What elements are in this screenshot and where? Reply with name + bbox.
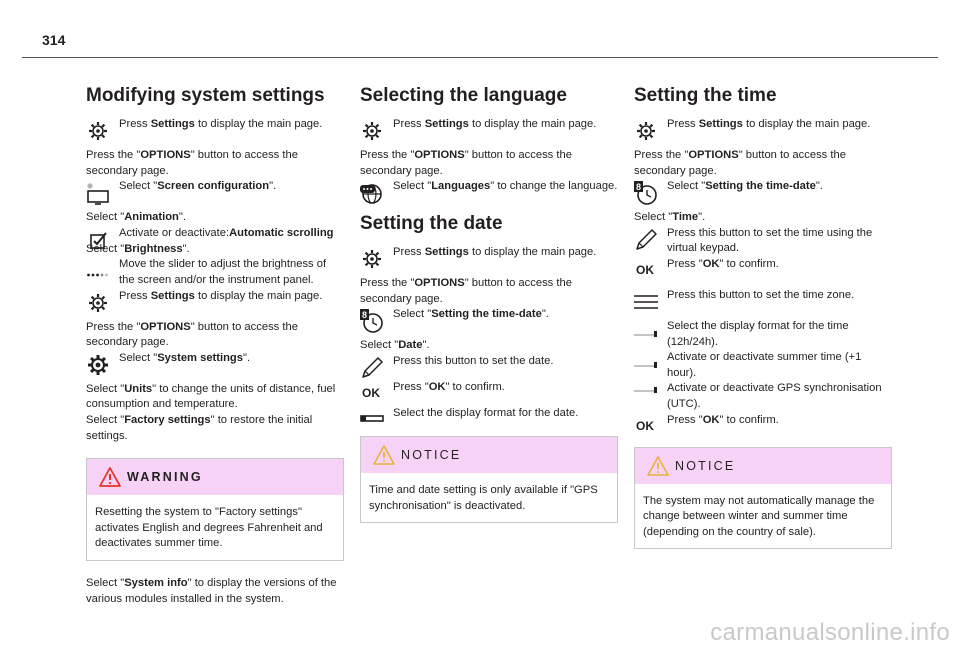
instruction-set-time: Press this button to set the time using the virtual keypad. — [634, 226, 892, 257]
header-rule — [22, 57, 938, 58]
instruction-options-2: Press the "OPTIONS" button to access the secondary page. — [86, 320, 298, 349]
instruction-time-date: 8 Select "Setting the time-date". — [360, 307, 618, 323]
settings-icon — [86, 291, 110, 315]
instruction-time-zone: Press this button to set the time zone. — [634, 288, 892, 304]
toggle-icon — [634, 321, 658, 345]
svg-text:8: 8 — [361, 310, 368, 321]
instruction-time-date: 8 Select "Setting the time-date". — [634, 179, 892, 195]
instruction-time-format: Select the display format for the time (12h/24h). — [634, 319, 892, 350]
time-date-icon — [360, 309, 384, 333]
settings-icon — [360, 119, 384, 143]
instruction-date: Select "Date". — [360, 339, 430, 352]
instruction-options: Press the "OPTIONS" button to access the secondary page. — [634, 149, 846, 177]
section-title: Selecting the language — [360, 85, 567, 106]
section-system-settings — [86, 85, 344, 607]
section-language-date — [360, 85, 618, 523]
ok-button-label: OK — [362, 385, 380, 400]
instruction-units: Select "Units" to change the units of distance, fuel consumption and temperature. — [86, 382, 336, 411]
notice-header — [361, 437, 617, 473]
instruction-factory-settings: Select "Factory settings" to restore the initial settings. — [86, 413, 313, 442]
settings-icon — [634, 119, 658, 143]
ok-button-label: OK — [636, 418, 654, 433]
timezone-icon — [634, 290, 658, 314]
warning-icon — [373, 445, 395, 465]
notice-box — [634, 447, 892, 550]
notice-title: NOTICE — [401, 447, 462, 462]
instruction-auto-scrolling: Activate or deactivate:Automatic scrolling — [86, 226, 344, 242]
notice-title: NOTICE — [675, 458, 736, 473]
warning-title: WARNING — [127, 470, 203, 485]
notice-text: The system may not automatically manage the change between winter and summer time (depending on the country of sale). — [643, 494, 875, 538]
instruction-animation: Select "Animation". — [86, 211, 186, 224]
system-settings-icon — [86, 353, 110, 377]
instruction-screen-config: Select "Screen configuration". — [86, 179, 344, 195]
toggle-icon — [634, 352, 658, 376]
instruction-brightness-slider: Move the slider to adjust the brightness of the screen and/or the instrument panel. — [86, 257, 344, 288]
instruction-time: Select "Time". — [634, 211, 706, 224]
section-time — [634, 85, 892, 549]
instruction-options: Press the "OPTIONS" button to access the secondary page. — [360, 149, 572, 177]
instruction-date-format: Select the display format for the date. — [360, 406, 618, 422]
instruction-brightness: Select "Brightness". — [86, 242, 190, 255]
section-title: Setting the time — [634, 85, 777, 106]
toggle-icon — [360, 408, 384, 432]
languages-icon — [360, 181, 384, 205]
instruction-settings: Press Settings to display the main page. — [86, 117, 344, 133]
brightness-icon — [86, 259, 110, 283]
pencil-icon — [360, 356, 384, 380]
settings-icon — [86, 119, 110, 143]
instruction-system-settings: Select "System settings". — [86, 351, 344, 367]
instruction-ok: OK Press "OK" to confirm. — [636, 257, 779, 277]
notice-header — [635, 448, 891, 484]
ok-button-label: OK — [636, 262, 654, 277]
warning-icon — [99, 467, 121, 487]
warning-text: Resetting the system to "Factory settings" activates English and degrees Fahrenheit and deactivates summer time. — [95, 506, 323, 550]
instruction-options: Press the "OPTIONS" button to access the secondary page. — [86, 149, 298, 177]
instruction-ok-2: OK Press "OK" to confirm. — [636, 413, 779, 433]
instruction-languages: Select "Languages" to change the language. — [360, 179, 618, 195]
instruction-system-info: Select "System info" to display the versions of the various modules installed in the system. — [86, 576, 337, 605]
warning-icon — [647, 456, 669, 476]
instruction-gps-sync: Activate or deactivate GPS synchronisation (UTC). — [634, 381, 892, 412]
section-title: Modifying system settings — [86, 85, 325, 106]
time-date-icon — [634, 181, 658, 205]
instruction-set-date: Press this button to set the date. — [360, 354, 618, 370]
instruction-ok: OK Press "OK" to confirm. — [362, 380, 505, 400]
page-number: 314 — [42, 32, 66, 48]
warning-box — [86, 458, 344, 561]
instruction-summer-time: Activate or deactivate summer time (+1 hour). — [634, 350, 892, 381]
instruction-settings: Press Settings to display the main page. — [360, 117, 618, 133]
instruction-settings-2: Press Settings to display the main page. — [86, 289, 344, 305]
screen-config-icon — [86, 181, 110, 205]
checkbox-icon — [86, 228, 110, 252]
warning-header — [87, 459, 343, 495]
pencil-icon — [634, 228, 658, 252]
notice-text: Time and date setting is only available if "GPS synchronisation" is deactivated. — [369, 483, 598, 512]
notice-box — [360, 436, 618, 523]
section-title-date: Setting the date — [360, 213, 503, 235]
settings-icon — [360, 247, 384, 271]
instruction-settings: Press Settings to display the main page. — [634, 117, 892, 133]
watermark: carmanualsonline.info — [710, 619, 950, 647]
instruction-settings-2: Press Settings to display the main page. — [360, 245, 618, 261]
toggle-icon — [634, 383, 658, 407]
svg-text:8: 8 — [635, 182, 642, 193]
instruction-options-2: Press the "OPTIONS" button to access the secondary page. — [360, 277, 572, 305]
